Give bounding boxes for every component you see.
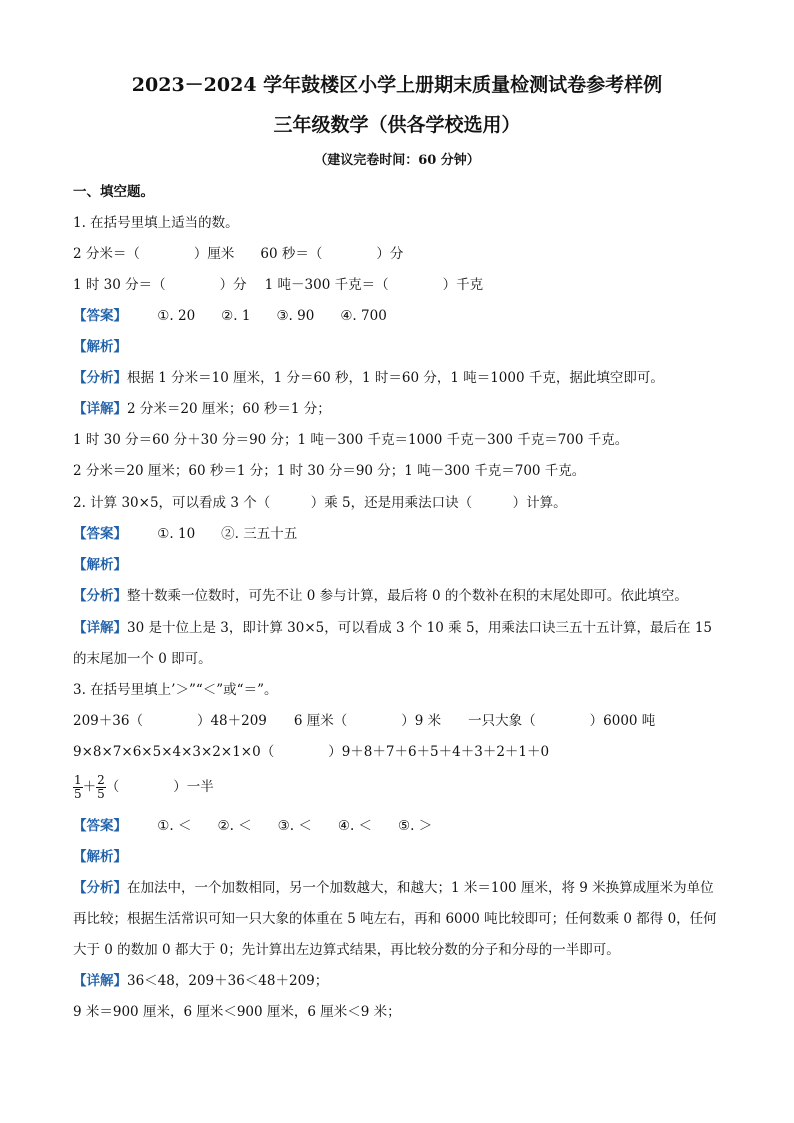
q2-answer-row [73,525,323,543]
q1-detail-text-3: 2 分米＝20 厘米；60 秒＝1 分；1 时 30 分＝90 分；1 吨－300 千克＝700 千克。 [73,463,586,479]
q3-line-2: 9×8×7×6×5×4×3×2×1×0（ ）9＋8＋7＋6＋5＋4＋3＋2＋1＋0 [73,744,550,760]
q1-detail [73,400,331,418]
q1-detail-text-1: 2 分米＝20 厘米；60 秒＝1 分； [127,401,331,417]
q3-answer-1: ①. ＜ [157,818,192,834]
q3-fenxi-text-2: 再比较；根据生活常识可知一只大象的体重在 5 吨左右，再和 6000 吨比较即可；任何数乘 0 都得 0，任何 [73,911,717,927]
answer-tag: 【答案】 [73,526,127,542]
q1-blank-4: 1 吨－300 千克＝（ ）千克 [264,277,484,293]
q2-stem: 2. 计算 30×5，可以看成 3 个（ ）乘 5，还是用乘法口诀（ ）计算。 [73,495,567,511]
q3-fenxi-text-3: 大于 0 的数加 0 都大于 0；先计算出左边算式结果，再比较分数的分子和分母的一半即可。 [73,942,620,958]
q1-line-1 [73,245,403,263]
q1-answer-row [73,307,413,325]
q3-answer-5: ⑤. ＞ [398,818,433,834]
q2-answer-1: ①. 10 [157,526,196,542]
q2-detail-text-1: 30 是十位上是 3，即计算 30×5，可以看成 3 个 10 乘 5，用乘法口诀三五十五计算，最后在 15 [127,620,713,636]
q3-line-1: 209＋36（ ）48＋209 6 厘米（ ）9 米 一只大象（ ）6000 吨 [73,713,656,729]
fraction-one-fifth: $\frac{1}{5}$ [74,773,82,801]
q3-fenxi-text-1: 在加法中，一个加数相同，另一个加数越大，和越大；1 米＝100 厘米，将 9 米换算成厘米为单位 [127,880,714,896]
analysis-tag: 【解析】 [73,339,127,355]
q1-answer-1: ①. 20 [157,308,196,324]
q1-blank-2: 60 秒＝（ ）分 [260,246,404,262]
detail-tag: 【详解】 [73,620,127,636]
q1-answers [157,307,412,325]
time-note: （建议完卷时间：60 分钟） [314,153,480,168]
answer-tag: 【答案】 [73,818,127,834]
analysis-tag: 【解析】 [73,849,127,865]
q1-blank-1: 2 分米＝（ ）厘米 [73,246,235,262]
q1-answer-2: ②. 1 [221,308,251,324]
q3-answer-4: ④. ＜ [337,818,373,834]
q3-line-3-tail: （ ）一半 [105,779,214,795]
q2-detail-text-2: 的末尾加一个 0 即可。 [73,651,212,667]
fenxi-tag: 【分析】 [73,588,127,604]
q3-line-3 [73,772,214,802]
q1-answer-3: ③. 90 [276,308,315,324]
detail-tag: 【详解】 [73,401,127,417]
q3-answers [157,817,458,835]
q2-fenxi [73,587,688,605]
q1-stem: 1. 在括号里填上适当的数。 [73,215,239,231]
section-heading: 一、填空题。 [73,184,154,200]
q3-answer-3: ③. ＜ [277,818,312,834]
q2-answer-2: ②. 三五十五 [221,526,298,542]
fraction-two-fifths: $\frac{2}{5}$ [97,773,105,801]
q3-answer-2: ②. ＜ [217,818,252,834]
detail-tag: 【详解】 [73,973,127,989]
q1-answer-4: ④. 700 [340,308,387,324]
q2-detail [73,619,712,637]
plus-sign: ＋ [82,779,97,795]
q3-stem: 3. 在括号里填上’＞”“＜”或“＝”。 [73,682,278,698]
q2-answers [157,525,323,543]
analysis-tag: 【解析】 [73,557,127,573]
q1-blank-3: 1 时 30 分＝（ ）分 [73,277,247,293]
q3-detail-text-2: 9 米＝900 厘米，6 厘米＜900 厘米，6 厘米＜9 米； [73,1004,401,1020]
answer-tag: 【答案】 [73,308,127,324]
q3-detail-text-1: 36＜48，209＋36＜48＋209； [127,973,329,989]
q1-fenxi [73,369,664,387]
q3-answer-row [73,817,458,835]
fenxi-tag: 【分析】 [73,880,127,896]
q1-line-2 [73,276,483,294]
page-subtitle: 三年级数学（供各学校选用） [273,114,521,136]
q1-detail-text-2: 1 时 30 分＝60 分＋30 分＝90 分；1 吨－300 千克＝1000 千克－300 千克＝700 千克。 [73,432,629,448]
fenxi-tag: 【分析】 [73,370,127,386]
q3-fenxi [73,879,714,897]
page-title: 2023－2024 学年鼓楼区小学上册期末质量检测试卷参考样例 [131,74,663,96]
q2-fenxi-text: 整十数乘一位数时，可先不让 0 参与计算，最后将 0 的个数补在积的末尾处即可。依此填空。 [127,588,688,604]
q1-fenxi-text: 根据 1 分米＝10 厘米，1 分＝60 秒，1 时＝60 分，1 吨＝1000 千克，据此填空即可。 [127,370,664,386]
q3-detail [73,972,328,990]
